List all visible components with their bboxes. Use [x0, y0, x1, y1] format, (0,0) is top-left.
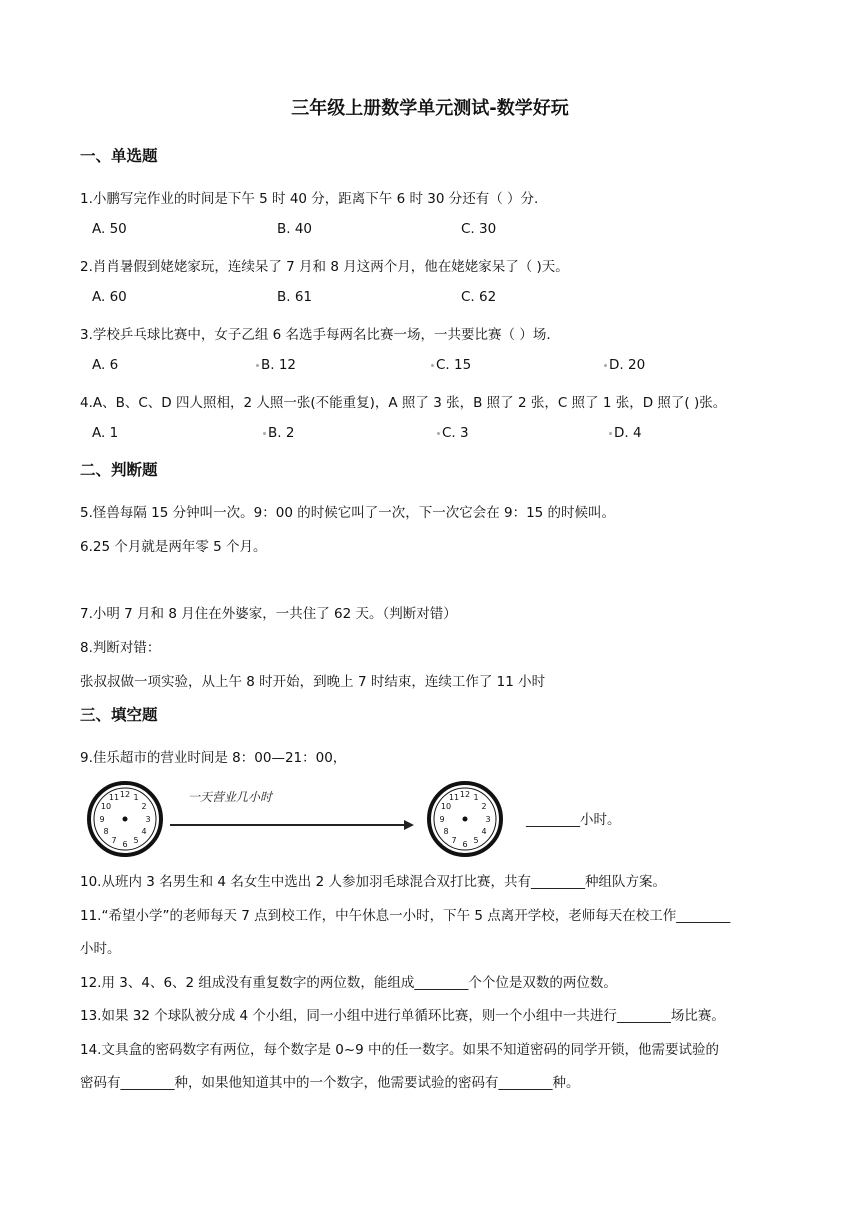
q1-option-b: B. 40 [277, 221, 313, 237]
q1-option-a: A. 50 [92, 221, 127, 237]
q3-option-b-label: B. 12 [261, 357, 297, 373]
question-9: 9.佳乐超市的营业时间是 8：00—21：00， [80, 750, 347, 766]
q4-option-d [609, 425, 642, 441]
svg-text:8: 8 [443, 827, 449, 836]
q2-option-b: B. 61 [277, 289, 313, 305]
q3-option-a: A. 6 [92, 357, 119, 373]
svg-text:9: 9 [99, 815, 105, 824]
q3-option-d [604, 357, 645, 373]
clock-end-icon [426, 780, 504, 858]
section-heading-fill-blank: 三、填空题 [80, 706, 158, 724]
svg-text:7: 7 [111, 836, 117, 845]
question-4: 4.A、B、C、D 四人照相，2 人照一张(不能重复)，A 照了 3 张，B 照了 2 张，C 照了 1 张，D 照了( )张。 [80, 395, 727, 411]
svg-text:11: 11 [448, 793, 460, 802]
question-8-detail: 张叔叔做一项实验，从上午 8 时开始，到晚上 7 时结束，连续工作了 11 小时 [80, 674, 546, 690]
svg-text:2: 2 [481, 802, 487, 811]
svg-text:8: 8 [103, 827, 109, 836]
option-marker-icon [263, 432, 266, 435]
svg-text:7: 7 [451, 836, 457, 845]
svg-text:11: 11 [108, 793, 120, 802]
option-marker-icon [256, 364, 259, 367]
q2-option-c: C. 62 [461, 289, 497, 305]
arrow-line [170, 824, 406, 826]
question-3: 3.学校乒乓球比赛中，女子乙组 6 名选手每两名比赛一场，一共要比赛（ ）场. [80, 327, 551, 343]
question-14-continued: 密码有________种，如果他知道其中的一个数字，他需要试验的密码有________种。 [80, 1075, 580, 1091]
q4-option-b [263, 425, 294, 441]
svg-text:10: 10 [440, 802, 452, 811]
svg-text:12: 12 [119, 790, 131, 799]
q1-option-c: C. 30 [461, 221, 497, 237]
question-14: 14.文具盒的密码数字有两位，每个数字是 0~9 中的任一数字。如果不知道密码的同学开锁，他需要试验的 [80, 1042, 720, 1058]
option-marker-icon [431, 364, 434, 367]
section-heading-single-choice: 一、单选题 [80, 147, 158, 165]
clock-start-icon [86, 780, 164, 858]
svg-text:3: 3 [145, 815, 151, 824]
option-marker-icon [437, 432, 440, 435]
svg-text:6: 6 [462, 840, 468, 849]
svg-text:4: 4 [141, 827, 147, 836]
question-11: 11.“希望小学”的老师每天 7 点到校工作，中午休息一小时，下午 5 点离开学校，老师每天在校工作________ [80, 908, 731, 924]
page-title: 三年级上册数学单元测试-数学好玩 [291, 98, 569, 119]
q3-option-b [256, 357, 296, 373]
svg-text:2: 2 [141, 802, 147, 811]
svg-text:12: 12 [459, 790, 471, 799]
svg-text:1: 1 [133, 793, 139, 802]
q3-option-c-label: C. 15 [436, 357, 472, 373]
q2-option-a: A. 60 [92, 289, 127, 305]
section-heading-true-false: 二、判断题 [80, 461, 158, 479]
svg-text:6: 6 [122, 840, 128, 849]
question-10: 10.从班内 3 名男生和 4 名女生中选出 2 人参加羽毛球混合双打比赛，共有________种组队方案。 [80, 874, 666, 890]
question-6: 6.25 个月就是两年零 5 个月。 [80, 539, 267, 555]
q4-option-d-label: D. 4 [614, 425, 642, 441]
svg-text:10: 10 [100, 802, 112, 811]
svg-text:1: 1 [473, 793, 479, 802]
option-marker-icon [604, 364, 607, 367]
question-13: 13.如果 32 个球队被分成 4 个小组，同一小组中进行单循环比赛，则一个小组中一共进行________场比赛。 [80, 1008, 725, 1024]
q3-option-d-label: D. 20 [609, 357, 646, 373]
q3-option-c [431, 357, 471, 373]
option-marker-icon [609, 432, 612, 435]
arrow-label: 一天营业几小时 [188, 790, 273, 804]
q4-option-c [437, 425, 469, 441]
q4-option-a: A. 1 [92, 425, 119, 441]
question-9-answer-blank: ________小时。 [526, 812, 621, 828]
svg-text:4: 4 [481, 827, 487, 836]
svg-text:9: 9 [439, 815, 445, 824]
arrow-right-icon [404, 820, 414, 830]
question-8: 8.判断对错： [80, 640, 161, 656]
question-12: 12.用 3、4、6、2 组成没有重复数字的两位数，能组成________个个位是双数的两位数。 [80, 975, 617, 991]
svg-text:5: 5 [473, 836, 479, 845]
question-7: 7.小明 7 月和 8 月住在外婆家，一共住了 62 天。（判断对错） [80, 606, 457, 622]
question-5: 5.怪兽每隔 15 分钟叫一次。9：00 的时候它叫了一次，下一次它会在 9：15 的时候叫。 [80, 505, 616, 521]
question-2: 2.肖肖暑假到姥姥家玩，连续呆了 7 月和 8 月这两个月，他在姥姥家呆了（ )天。 [80, 259, 569, 275]
question-11-continued: 小时。 [80, 941, 121, 957]
svg-text:5: 5 [133, 836, 139, 845]
question-1: 1.小鹏写完作业的时间是下午 5 时 40 分，距离下午 6 时 30 分还有（ ）分. [80, 191, 539, 207]
svg-text:3: 3 [485, 815, 491, 824]
q4-option-c-label: C. 3 [442, 425, 469, 441]
q4-option-b-label: B. 2 [268, 425, 295, 441]
